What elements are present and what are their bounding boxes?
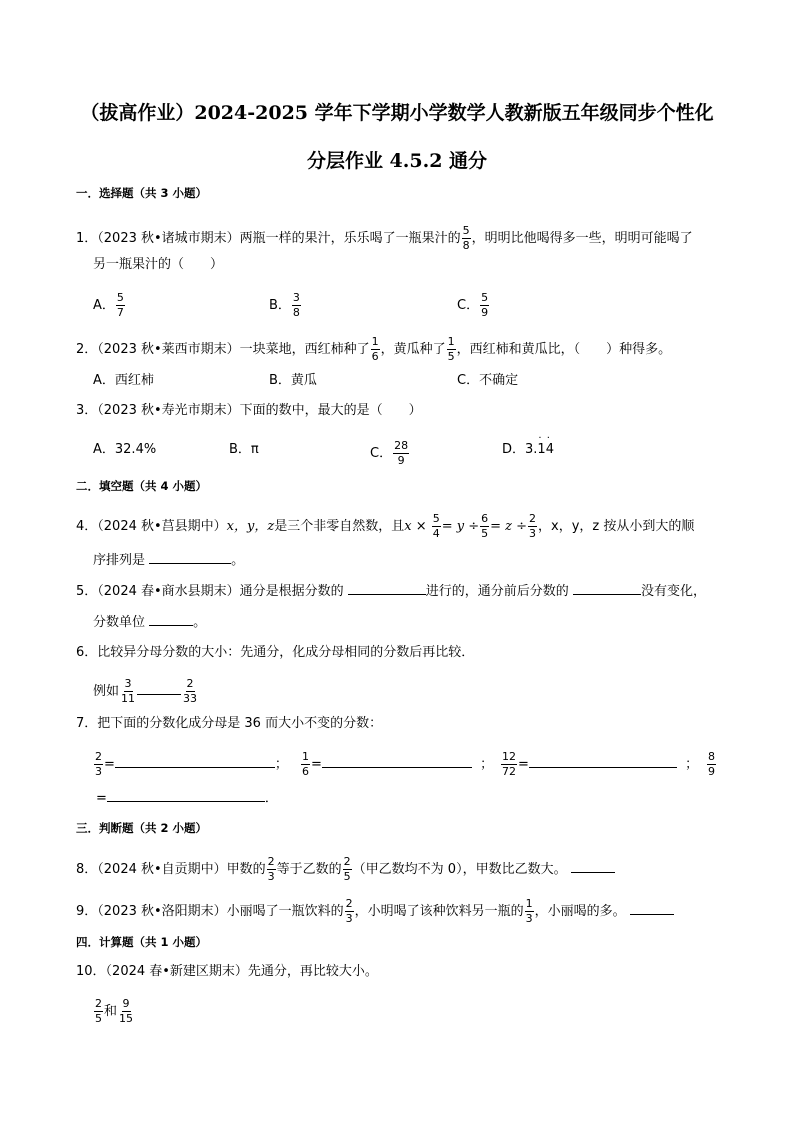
fraction: $\frac{5}{7}$: [116, 291, 124, 319]
fraction: $\frac{5}{9}$: [481, 291, 489, 319]
answer-blank[interactable]: [149, 611, 193, 626]
answer-blank[interactable]: [115, 753, 275, 768]
question-4: 4．（2024 秋•莒县期中）x，y，z是三个非零自然数，且x × $\frac{5}{4}$ = y ÷ $\frac{6}{5}$ = z ÷ $\frac{2}{3}$ ，x，y，z 按从小到大的顺: [76, 512, 695, 540]
fraction: $\frac{3}{8}$: [292, 291, 300, 319]
question-1-line2: 另一瓶果汁的（ ）: [93, 257, 224, 272]
question-5: 5．（2024 春•商水县期末）通分是根据分数的 进行的，通分前后分数的 没有变化，: [76, 580, 706, 602]
fraction: $\frac{2}{5}$: [343, 855, 351, 883]
fraction: $\frac{2}{3}$: [529, 512, 537, 540]
q7-item-2: $\frac{1}{6}$ = ；: [302, 750, 494, 778]
q3-option-b[interactable]: B．π: [229, 442, 259, 457]
q1-option-a[interactable]: A． $\frac{5}{7}$: [93, 291, 124, 319]
section-heading-judge: 三．判断题（共 2 小题）: [76, 821, 208, 835]
q2-option-c[interactable]: C．不确定: [457, 373, 519, 388]
question-1-text-cont: ，明明比他喝得多一些，明明可能喝了: [471, 231, 693, 246]
question-1-text: 1．（2023 秋•诸城市期末）两瓶一样的果汁，乐乐喝了一瓶果汁的: [76, 231, 461, 246]
q3-option-d[interactable]: D．3.· 1· 4: [502, 440, 554, 460]
question-4-line2: 序排列是 。: [93, 549, 244, 571]
answer-blank[interactable]: [630, 900, 674, 915]
q7-item-3: $\frac{12}{72}$ = ；: [502, 750, 699, 778]
fraction: $\frac{8}{9}$: [708, 750, 715, 778]
section-heading-calc: 四．计算题（共 1 小题）: [76, 935, 208, 949]
answer-blank[interactable]: [573, 580, 641, 595]
answer-blank[interactable]: [137, 684, 181, 695]
fraction: $\frac{2}{5}$: [95, 997, 102, 1025]
fraction: $\frac{1}{6}$: [371, 335, 379, 363]
q2-option-a[interactable]: A．西红柿: [93, 373, 154, 388]
question-8: 8．（2024 秋•自贡期中）甲数的 $\frac{2}{3}$ 等于乙数的 $\frac{2}{5}$ （甲乙数均不为 0），甲数比乙数大。: [76, 856, 615, 883]
fraction: $\frac{1}{5}$: [447, 335, 455, 363]
section-heading-fill: 二．填空题（共 4 小题）: [76, 479, 208, 493]
q7-item-4-fraction: [706, 751, 717, 778]
question-2: 2．（2023 秋•莱西市期末）一块菜地，西红柿种了 $\frac{1}{6}$ ，黄瓜种了 $\frac{1}{5}$ ，西红柿和黄瓜比，（ ）种得多。: [76, 335, 672, 363]
q1-option-b[interactable]: B． $\frac{3}{8}$: [269, 291, 300, 319]
answer-blank[interactable]: [348, 580, 426, 595]
question-5-line2: 分数单位 。: [93, 611, 206, 633]
question-6-example: 例如 $\frac{3}{11}$ $\frac{2}{33}$: [93, 677, 198, 705]
q3-option-a[interactable]: A．32.4%: [93, 442, 157, 457]
question-9: 9．（2023 秋•洛阳期末）小丽喝了一瓶饮料的 $\frac{2}{3}$ ，小明喝了该种饮料另一瓶的 $\frac{1}{3}$ ，小丽喝的多。: [76, 898, 674, 925]
q3-option-c[interactable]: C． $\frac{28}{9}$: [370, 439, 409, 467]
answer-blank[interactable]: [529, 753, 677, 768]
fraction: $\frac{6}{5}$: [481, 512, 489, 540]
fraction: $\frac{5}{4}$: [432, 512, 440, 540]
repeating-digit: · 4: [546, 440, 554, 460]
fraction: $\frac{28}{9}$: [394, 439, 409, 467]
question-7: 7．把下面的分数化成分母是 36 而大小不变的分数：: [76, 716, 383, 731]
page-title-line-2: 分层作业 4.5.2 通分: [306, 150, 488, 172]
repeating-digit: · 1: [537, 440, 545, 460]
fraction: $\frac{2}{3}$: [345, 897, 353, 925]
fraction: $\frac{2}{3}$: [95, 750, 102, 778]
fraction: $\frac{2}{33}$: [183, 677, 198, 705]
answer-blank[interactable]: [107, 787, 265, 802]
fraction: $\frac{1}{3}$: [525, 897, 533, 925]
q1-option-c[interactable]: C． $\frac{5}{9}$: [457, 291, 489, 319]
fraction: $\frac{2}{3}$: [267, 855, 275, 883]
fraction: $\frac{5}{8}$: [462, 224, 470, 252]
question-10-expression: $\frac{2}{5}$ 和 $\frac{9}{15}$: [95, 997, 134, 1025]
fraction: $\frac{1}{6}$: [302, 750, 309, 778]
answer-blank[interactable]: [322, 753, 472, 768]
question-3: 3．（2023 秋•寿光市期末）下面的数中，最大的是（ ）: [76, 403, 422, 418]
fraction: $\frac{12}{72}$: [502, 750, 516, 778]
question-6: 6．比较异分母分数的大小：先通分，化成分母相同的分数后再比较．: [76, 645, 475, 660]
q7-item-4-answer: = ．: [96, 787, 278, 809]
question-1: [76, 225, 693, 252]
section-heading-choice: 一．选择题（共 3 小题）: [76, 186, 208, 200]
q2-option-b[interactable]: B．黄瓜: [269, 373, 317, 388]
fraction: $\frac{3}{11}$: [121, 677, 136, 705]
answer-blank[interactable]: [149, 549, 231, 564]
question-10: 10．（2024 春•新建区期末）先通分，再比较大小。: [76, 964, 378, 979]
page-title-line-1: （拔高作业）2024-2025 学年下学期小学数学人教新版五年级同步个性化: [80, 102, 714, 124]
fraction: $\frac{9}{15}$: [119, 997, 134, 1025]
answer-blank[interactable]: [571, 858, 615, 873]
q7-item-1: $\frac{2}{3}$ = ；: [95, 750, 288, 778]
